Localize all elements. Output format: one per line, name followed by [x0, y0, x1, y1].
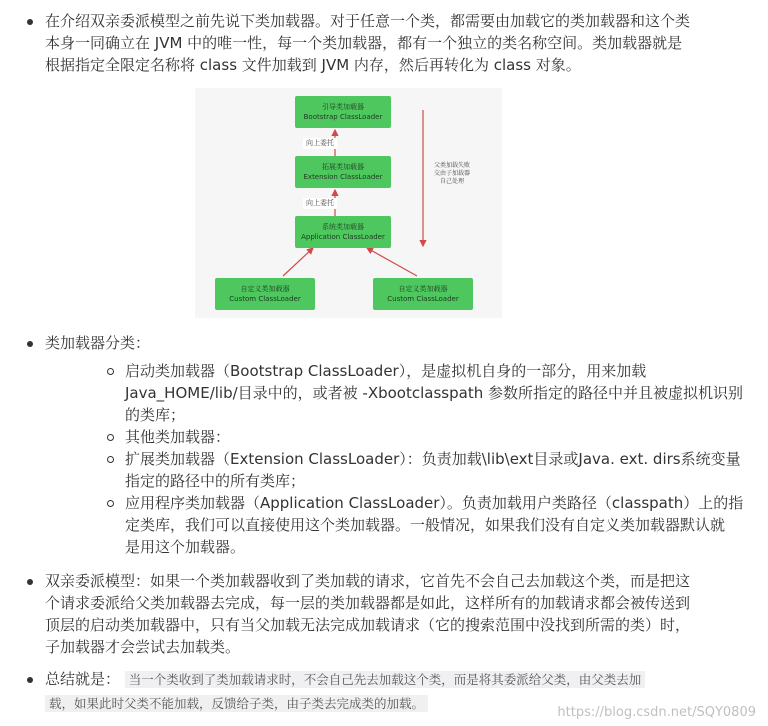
custom-right-cn: 自定义类加载器 [398, 285, 448, 293]
list-item-line: Java_HOME/lib/目录中的，或者被 -Xbootclasspath 参数所指定的路径中并且被虚拟机识别 [125, 384, 743, 402]
delegation-line: 顶层的启动类加载器中，只有当父加载无法完成加载请求（它的搜索范围中没找到所需的类）时， [45, 616, 691, 634]
extension-en: Extension ClassLoader [303, 173, 383, 181]
list-item-line: 的类库； [125, 406, 186, 424]
list-item-extension [45, 448, 768, 492]
custom-left-en: Custom ClassLoader [229, 295, 301, 303]
custom-loader-left-box [215, 278, 315, 310]
fallback-note-line: 父类加载失败 [433, 162, 470, 169]
custom-loader-right-box [373, 278, 473, 310]
application-en: Application ClassLoader [301, 233, 385, 241]
intro-line: 根据指定全限定名称将 class 文件加载到 JVM 内存，然后再转化为 class 对象。 [45, 56, 581, 74]
list-item-line: 指定的路径中的所有类库； [125, 472, 306, 490]
fallback-note-line: 交由子加载器 [433, 170, 470, 177]
list-item-line: 定类库，我们可以直接使用这个类加载器。一般情况，如果我们没有自定义类加载器默认就 [125, 516, 726, 534]
list-item-line: 扩展类加载器（Extension ClassLoader）：负责加载\lib\ext目录或Java. ext. dirs系统变量 [125, 450, 741, 468]
custom-left-cn: 自定义类加载器 [240, 285, 290, 293]
summary-label: 总结就是： [45, 670, 121, 688]
custom-right-en: Custom ClassLoader [387, 295, 459, 303]
bootstrap-en: Bootstrap ClassLoader [303, 113, 383, 121]
list-item-line: 应用程序类加载器（Application ClassLoader）。负责加载用户类路径（classpath）上的指 [125, 494, 744, 512]
intro-paragraph [0, 10, 768, 76]
intro-line: 在介绍双亲委派模型之前先说下类加载器。对于任意一个类，都需要由加载它的类加载器和这个类 [45, 12, 691, 30]
list-item-bootstrap [45, 360, 768, 426]
parent-delegation-paragraph [0, 570, 768, 658]
classification-title: 类加载器分类： [45, 334, 151, 352]
list-item-other [45, 426, 768, 448]
list-item-line: 其他类加载器： [125, 428, 231, 446]
application-cn: 系统类加载器 [322, 223, 364, 231]
arrow-right-custom-to-app [367, 248, 417, 276]
extension-cn: 拓展类加载器 [322, 163, 364, 171]
extension-loader-box [295, 156, 391, 188]
delegation-line: 个请求委派给父类加载器去完成，每一层的类加载器都是如此，这样所有的加载请求都会被传送到 [45, 594, 691, 612]
list-item-application [45, 492, 768, 558]
application-loader-box [295, 216, 391, 248]
list-item-line: 启动类加载器（Bootstrap ClassLoader），是虚拟机自身的一部分，用来加载 [125, 362, 647, 380]
classloader-diagram [195, 88, 502, 318]
bootstrap-loader-box [295, 96, 391, 128]
summary-code-line: 载，如果此时父类不能加载，反馈给子类，由子类去完成类的加载。 [45, 695, 428, 712]
delegate-up-label: 向上委托 [303, 138, 337, 149]
arrow-left-custom-to-app [283, 248, 313, 276]
fallback-note [427, 162, 477, 186]
summary-code-line: 当一个类收到了类加载请求时，不会自己先去加载这个类，而是将其委派给父类，由父类去加 [125, 671, 646, 688]
delegation-line: 双亲委派模型：如果一个类加载器收到了类加载的请求，它首先不会自己去加载这个类，而是把这 [45, 572, 691, 590]
delegation-line: 子加载器才会尝试去加载类。 [45, 638, 241, 656]
classification-section [0, 332, 768, 558]
csdn-watermark: https://blog.csdn.net/SQY0809 [557, 705, 756, 720]
delegate-up-label: 向上委托 [303, 198, 337, 209]
bootstrap-cn: 引导类加载器 [322, 103, 364, 111]
classification-list [45, 360, 768, 558]
fallback-note-line: 自己处理 [439, 178, 464, 185]
list-item-line: 是用这个加载器。 [125, 538, 246, 556]
intro-line: 本身一同确立在 JVM 中的唯一性，每一个类加载器，都有一个独立的类名称空间。类加载器就是 [45, 34, 683, 52]
